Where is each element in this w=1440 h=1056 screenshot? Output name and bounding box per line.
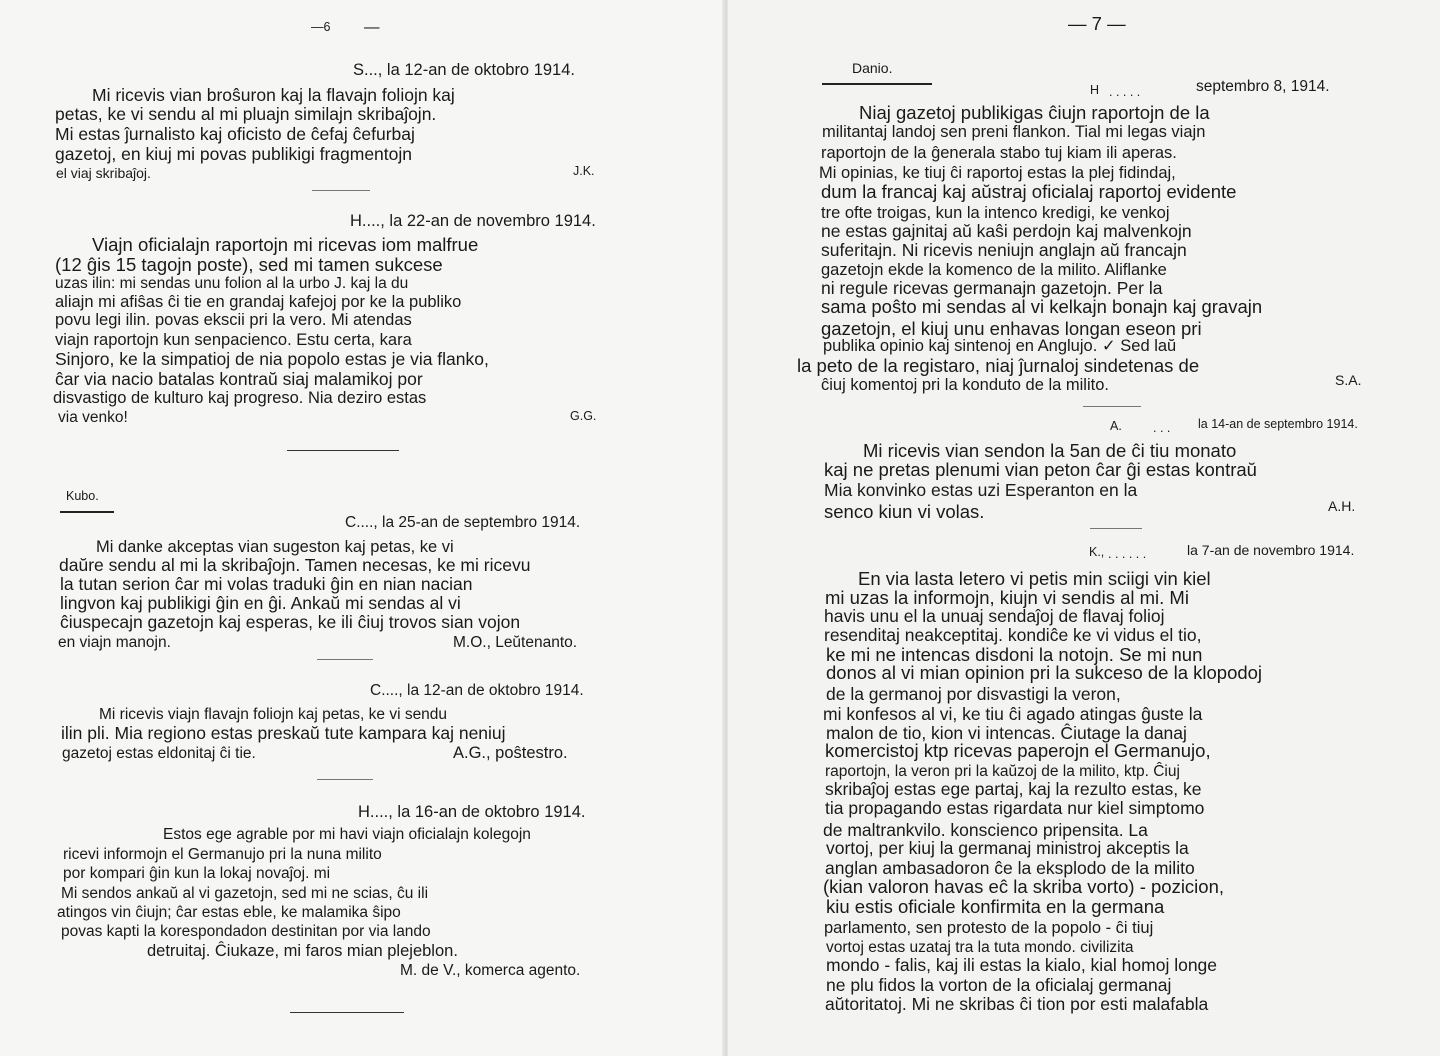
text-line: la tutan serion ĉar mi volas traduki ĝin en nian nacian [60, 574, 473, 594]
text-line: daŭre sendu al mi la skribaĵojn. Tamen necesas, ke mi ricevu [59, 555, 531, 575]
text-line: havis unu el la unuaj sendaĵoj de flavaj folioj [824, 606, 1165, 626]
text-line: atingos vin ĉiujn; ĉar estas eble, ke malamika ŝipo [57, 904, 401, 921]
text-line: raportojn de la ĝenerala stabo tuj kiam ili aperas. [821, 144, 1177, 162]
text-line: aliajn mi afiŝas ĉi tie en grandaj kafejoj por ke la publiko [55, 293, 462, 311]
section-underline [822, 83, 932, 85]
separator [312, 190, 370, 191]
text-line: kaj ne pretas plenumi vian peton ĉar ĝi estas kontraŭ [824, 459, 1257, 480]
signature: A.H. [1328, 498, 1356, 514]
text-line: Mi ricevis vian broŝuron kaj la flavajn foliojn kaj [92, 85, 455, 105]
dateline: H...., la 16-an de oktobro 1914. [358, 803, 586, 821]
text-line: Niaj gazetoj publikigas ĉiujn raportojn de la [859, 102, 1210, 123]
text-line: vortoj, per kiuj la germanaj ministroj akceptis la [826, 838, 1189, 858]
text-line: ilin pli. Mia regiono estas preskaŭ tute kampara kaj neniuj [61, 723, 506, 743]
page-number: — 7 — [1068, 13, 1126, 34]
page-number: —6 [311, 20, 331, 34]
text-line: komercistoj ktp ricevas paperojn el Germanujo, [825, 740, 1211, 761]
text-line: povu legi ilin. povas ekscii pri la vero. Mi atendas [55, 311, 412, 329]
text-line: vortoj estas uzataj tra la tuta mondo. civilizita [826, 939, 1134, 956]
text-line: publika opinio kaj sintenoj en Anglujo. ✓ Sed laŭ [823, 337, 1177, 355]
text-line: por kompari ĝin kun la lokaj novaĵoj. mi [63, 865, 331, 882]
dateline: C...., la 25-an de septembro 1914. [345, 514, 581, 531]
text-line: ĉiuspecajn gazetojn kaj esperas, ke ili ĉiuj trovos sian vojon [60, 612, 521, 632]
text-line: ne plu fidos la vorton de la oficialaj germanaj [826, 975, 1172, 995]
text-line: ke mi ne intencas disdoni la notojn. Se mi nun [826, 644, 1203, 665]
dots: . . . [1153, 421, 1171, 435]
dateline: la 14-an de septembro 1914. [1198, 417, 1358, 431]
text-line: Mi estas ĵurnalisto kaj oficisto de ĉefaj ĉefurbaj [55, 124, 415, 144]
text-line: (12 ĝis 15 tagojn poste), sed mi tamen sukcese [55, 254, 443, 275]
text-line: via venko! [58, 409, 128, 426]
text-line: dum la francaj kaj aŭstraj oficialaj raportoj evidente [821, 181, 1237, 202]
dateline: S..., la 12-an de oktobro 1914. [353, 61, 575, 79]
dateline: la 7-an de novembro 1914. [1187, 542, 1355, 558]
signature: M. de V., komerca agento. [400, 962, 581, 979]
place: A. [1110, 419, 1122, 433]
signature: M.O., Leŭtenanto. [453, 634, 578, 651]
text-line: sama poŝto mi sendas al vi kelkajn bonajn kaj gravajn [821, 296, 1263, 317]
text-line: uzas ilin: mi sendas unu folion al la urbo J. kaj la du [55, 275, 409, 292]
dateline: septembro 8, 1914. [1196, 78, 1330, 95]
text-line: gazetoj, en kiuj mi povas publikigi fragmentojn [55, 144, 412, 164]
separator [1083, 406, 1141, 407]
text-line: mi konfesos al vi, ke tiu ĉi agado atingas ĝuste la [823, 704, 1203, 724]
text-line: mi uzas la informojn, kiujn vi sendis al mi. Mi [825, 587, 1189, 608]
text-line: tia propagando estas rigardata nur kiel simptomo [825, 798, 1205, 818]
text-line: petas, ke vi sendu al mi pluajn similajn skribaĵojn. [55, 104, 437, 124]
text-line: ĉiuj komentoj pri la konduto de la milito. [821, 376, 1109, 394]
text-line: disvastigo de kulturo kaj progreso. Nia deziro estas [53, 389, 427, 407]
text-line: kiu estis oficiale konfirmita en la germana [826, 896, 1165, 917]
text-line: suferitajn. Ni ricevis neniujn anglajn aŭ francajn [821, 240, 1187, 260]
text-line: resenditaj neakceptitaj. kondiĉe ke vi vidus el tio, [824, 625, 1202, 645]
text-line: povas kapti la korespondadon destinitan por via lando [61, 923, 431, 940]
section-heading: Danio. [852, 60, 893, 76]
text-line: donos al vi mian opinion pri la sukceso de la klopodoj [826, 662, 1263, 683]
dateline: C...., la 12-an de oktobro 1914. [370, 682, 584, 699]
right-page [728, 0, 1440, 1056]
text-line: ni regule ricevas germanajn gazetojn. Per la [821, 278, 1163, 298]
place: K., [1089, 545, 1105, 559]
dots: . . . . . [1109, 85, 1141, 99]
place: H [1090, 83, 1100, 97]
separator [290, 1012, 404, 1013]
text-line: la peto de la registaro, niaj ĵurnaloj sindetenas de [797, 355, 1200, 376]
text-line: malon de tio, kion vi intencas. Ĉiutage la danaj [826, 723, 1187, 743]
text-line: detruitaj. Ĉiukaze, mi faros mian plejeblon. [147, 942, 458, 960]
text-line: Viajn oficialajn raportojn mi ricevas iom malfrue [92, 234, 479, 255]
text-line: aŭtoritatoj. Mi ne skribas ĉi tion por esti malafabla [825, 994, 1209, 1014]
text-line: en viajn manojn. [58, 634, 171, 651]
text-line: gazetojn ekde la komenco de la milito. Aliflanke [821, 261, 1167, 279]
text-line: skribaĵoj estas ege partaj, kaj la rezulto estas, ke [825, 779, 1202, 799]
separator [317, 779, 373, 780]
signature: J.K. [573, 164, 595, 178]
separator [287, 450, 399, 451]
text-line: (kian valoron havas eĉ la skriba vorto) - pozicion, [823, 876, 1225, 897]
text-line: gazetoj estas eldonitaj ĉi tie. [62, 745, 256, 762]
text-line: tre ofte troigas, kun la intenco kredigi, ke venkoj [821, 204, 1170, 222]
text-line: En via lasta letero vi petis min sciigi vin kiel [858, 568, 1211, 589]
text-line: Mi danke akceptas vian sugeston kaj petas, ke vi [96, 538, 454, 556]
signature: G.G. [570, 409, 597, 423]
dots: . . . . . . [1108, 547, 1147, 561]
text-line: viajn raportojn kun senpacienco. Estu certa, kara [55, 331, 412, 349]
text-line: militantaj landoj sen preni flankon. Tial mi legas viajn [822, 123, 1206, 141]
text-line: Sinjoro, ke la simpatioj de nia popolo estas je via flanko, [55, 349, 489, 369]
text-line: Mi ricevis vian sendon la 5an de ĉi tiu monato [863, 440, 1237, 461]
section-underline [60, 511, 114, 513]
text-line: ricevi informojn el Germanujo pri la nuna milito [63, 846, 382, 863]
page-dash: — [364, 19, 380, 36]
text-line: ne estas gajnitaj aŭ kaŝi perdojn kaj malvenkojn [821, 221, 1192, 241]
text-line: el viaj skribaĵoj. [56, 165, 151, 181]
text-line: de la germanoj por disvastigi la veron, [826, 684, 1121, 704]
separator [317, 659, 373, 660]
text-line: Mia konvinko estas uzi Esperanton en la [824, 480, 1138, 500]
text-line: anglan ambasadoron ĉe la eksplodo de la milito [825, 858, 1195, 878]
text-line: mondo - falis, kaj ili estas la kialo, kial homoj longe [826, 955, 1218, 975]
signature: S.A. [1335, 372, 1362, 388]
text-line: Mi ricevis viajn flavajn foliojn kaj petas, ke vi sendu [99, 706, 448, 723]
separator [1090, 528, 1142, 529]
text-line: ĉar via nacio batalas kontraŭ siaj malamikoj por [55, 369, 423, 389]
signature: A.G., poŝtestro. [453, 744, 568, 762]
text-line: lingvon kaj publikigi ĝin en ĝi. Ankaŭ mi sendas al vi [60, 593, 461, 613]
text-line: Estos ege agrable por mi havi viajn oficialajn kolegojn [163, 826, 531, 843]
text-line: senco kiun vi volas. [824, 501, 985, 522]
section-heading: Kubo. [66, 489, 99, 503]
text-line: raportojn, la veron pri la kaŭzoj de la milito, ktp. Ĉiuj [825, 763, 1180, 780]
text-line: Mi opinias, ke tiuj ĉi raportoj estas la plej fidindaj, [819, 164, 1176, 182]
dateline: H...., la 22-an de novembro 1914. [350, 212, 596, 230]
text-line: de maltrankvilo. konscienco pripensita. La [823, 820, 1148, 840]
text-line: Mi sendos ankaŭ al vi gazetojn, sed mi ne scias, ĉu ili [61, 885, 429, 902]
text-line: gazetojn, el kiuj unu enhavas longan eseon pri [821, 318, 1202, 339]
text-line: parlamento, sen protesto de la popolo - ĉi tiuj [824, 919, 1154, 937]
